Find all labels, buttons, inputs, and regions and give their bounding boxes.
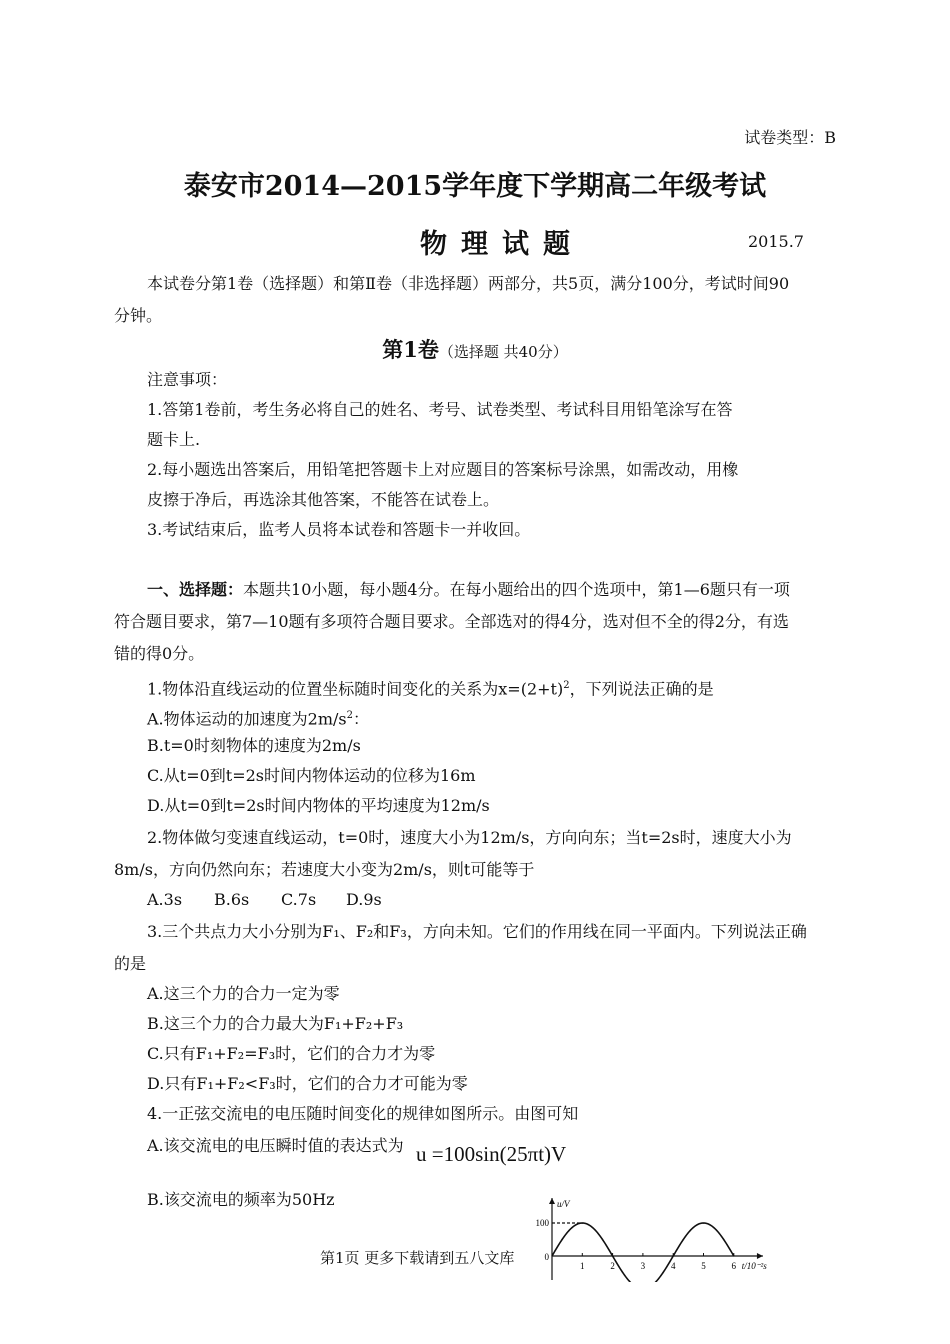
x-tick-label: 5 — [701, 1261, 706, 1271]
volume-heading — [0, 334, 950, 364]
x-tick-label: 3 — [640, 1261, 646, 1271]
y-tick-label: 0 — [544, 1252, 549, 1262]
q2-line-1: 2.物体做匀变速直线运动，t=0时，速度大小为12m/s，方向向东；当t=2s时，速度大小为 — [147, 828, 792, 847]
subject-title: 物理试题 — [420, 229, 584, 260]
data-point — [733, 1255, 734, 1256]
q1-stem — [147, 676, 714, 699]
x-tick-label: 2 — [610, 1261, 615, 1271]
q1-a-pre: A.物体运动的加速度为2m/s — [147, 709, 347, 729]
note-1b: 题卡上. — [147, 430, 201, 449]
x-tick-label: 1 — [580, 1261, 585, 1271]
section1-line-1 — [147, 580, 790, 600]
q1-option-d: D.从t=0到t=2s时间内物体的平均速度为12m/s — [147, 796, 490, 815]
intro-line-1: 本试卷分第1卷（选择题）和第Ⅱ卷（非选择题）两部分，共5页，满分100分，考试时间90 — [147, 274, 790, 293]
q1-stem-sup: 2 — [563, 680, 570, 691]
intro-line-2: 分钟。 — [114, 306, 163, 325]
q3-option-b: B.这三个力的合力最大为F₁+F₂+F₃ — [147, 1014, 404, 1033]
q3-option-a: A.这三个力的合力一定为零 — [147, 984, 340, 1003]
data-point — [612, 1255, 613, 1256]
q4-option-b: B.该交流电的频率为50Hz — [147, 1190, 335, 1209]
q2-line-2: 8m/s，方向仍然向东；若速度大小变为2m/s，则t可能等于 — [114, 860, 535, 879]
section1-line-2: 符合题目要求，第7—10题有多项符合题目要求。全部选对的得4分，选对但不全的得2分，有选 — [114, 612, 789, 631]
note-2b: 皮擦于净后，再选涂其他答案，不能答在试卷上。 — [147, 490, 500, 509]
x-tick-label: 4 — [670, 1261, 676, 1271]
q4-stem: 4.一正弦交流电的电压随时间变化的规律如图所示。由图可知 — [147, 1104, 579, 1123]
q2-option-c: C.7s — [281, 890, 317, 909]
volume-title: 第1卷 — [382, 337, 439, 362]
q4-formula: u =100sin(25πt)V — [416, 1142, 567, 1166]
notes-heading: 注意事项： — [147, 370, 228, 389]
y-axis-label: u/V — [557, 1199, 570, 1209]
q2-option-a: A.3s — [147, 890, 183, 909]
data-point — [673, 1255, 674, 1256]
q1-a-post: ： — [352, 709, 369, 729]
section1-line-3: 错的得0分。 — [114, 644, 205, 663]
q1-option-a — [147, 706, 369, 729]
y-axis-arrow — [549, 1198, 555, 1204]
q3-line-1: 3.三个共点力大小分别为F₁、F₂和F₃，方向未知。它们的作用线在同一平面内。下列说法正确 — [147, 922, 807, 941]
note-1a: 1.答第1卷前，考生务必将自己的姓名、考号、试卷类型、考试科目用铅笔涂写在答 — [147, 400, 733, 419]
page-footer: 第1页 更多下载请到五八文库 — [320, 1249, 515, 1267]
y-tick-label: 100 — [535, 1218, 549, 1228]
section1-text: 本题共10小题，每小题4分。在每小题给出的四个选项中，第1—6题只有一项 — [243, 580, 790, 599]
voltage-time-graph — [530, 1196, 780, 1282]
x-axis-label: t/10⁻²s — [741, 1261, 767, 1271]
data-point — [703, 1222, 704, 1223]
exam-date: 2015.7 — [748, 232, 804, 251]
volume-subtitle: （选择题 共40分） — [438, 343, 568, 361]
sine-curve — [552, 1223, 734, 1282]
note-3: 3.考试结束后，监考人员将本试卷和答题卡一并收回。 — [147, 520, 531, 539]
q1-option-c: C.从t=0到t=2s时间内物体运动的位移为16m — [147, 766, 476, 785]
q4-option-a: A.该交流电的电压瞬时值的表达式为 — [147, 1136, 404, 1155]
q3-option-d: D.只有F₁+F₂<F₃时，它们的合力才可能为零 — [147, 1074, 468, 1093]
data-point — [582, 1222, 583, 1223]
x-axis-arrow — [757, 1253, 763, 1259]
q1-a-sup: 2 — [346, 710, 353, 721]
paper-type: 试卷类型：B — [744, 128, 836, 147]
q2-option-d: D.9s — [346, 890, 382, 909]
note-2a: 2.每小题选出答案后，用铅笔把答题卡上对应题目的答案标号涂黑，如需改动，用橡 — [147, 460, 739, 479]
q1-option-b: B.t=0时刻物体的速度为2m/s — [147, 736, 361, 755]
data-point — [551, 1255, 552, 1256]
q2-option-b: B.6s — [214, 890, 250, 909]
page-title: 泰安市2014—2015学年度下学期高二年级考试 — [183, 171, 767, 202]
q1-stem-post: ，下列说法正确的是 — [569, 679, 714, 699]
q1-stem-pre: 1.物体沿直线运动的位置坐标随时间变化的关系为x=(2+t) — [147, 679, 564, 699]
q3-line-2: 的是 — [114, 954, 147, 973]
q3-option-c: C.只有F₁+F₂=F₃时，它们的合力才为零 — [147, 1044, 436, 1063]
x-tick-label: 6 — [731, 1261, 737, 1271]
section1-label: 一、选择题： — [147, 580, 244, 599]
